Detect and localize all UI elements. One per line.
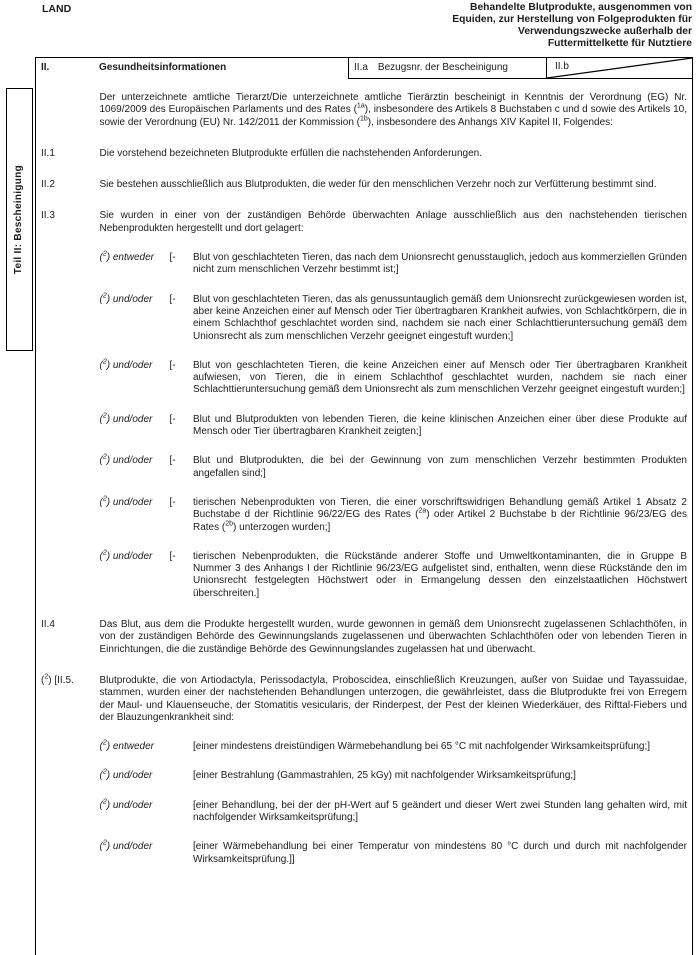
clause-bracket-marker: [170, 841, 194, 866]
clause-option-label: ($^2$) und/oder: [99, 549, 153, 562]
section-title: Gesundheitsinformationen: [99, 62, 227, 74]
certificate-body: [36, 92, 692, 866]
clause-text: [einer Behandlung, bei der der pH-Wert auf 5 geändert und dieser Wert zwei Stunden lang gehalten wird, mit nachfolgender Wirksamkeitsprüfung;]: [193, 799, 687, 823]
section-number: II.: [41, 62, 50, 74]
clause-bracket-marker: [170, 800, 194, 825]
clause-text: Blut von geschlachteten Tieren, das als genussuntauglich gemäß dem Unionsrecht zurückgewiesen worden ist, aber keine Anzeichen einer auf Mensch oder Tier übertragbaren Krankheit aufwies, von Schlachtkörpern, die in einem Schlachthof geschlachtet worden sind, nachdem sie nach einer Schlachttieruntersuchung gemäß dem Unionsrecht als zum menschlichen Verzehr geeignet eingestuft wurden;]: [193, 293, 687, 342]
item-number: II.1: [41, 147, 55, 159]
item-body: [100, 210, 688, 600]
clause-row: [100, 551, 688, 600]
table-header-row: [36, 58, 692, 79]
clause-option-label: ($^2$) und/oder: [99, 292, 153, 305]
ref-label: Bezugsnr. der Bescheinigung: [377, 61, 508, 73]
item-body: [100, 179, 688, 191]
clause-text: Blut und Blutprodukten, die bei der Gewinnung von zum menschlichen Verzehr bestimmten Produkten angefallen sind;]: [193, 455, 687, 479]
clause-bracket-marker: [-: [169, 413, 176, 425]
clause-row: [100, 414, 688, 439]
item-body: [100, 675, 688, 866]
clause-option-label: ($^2$) und/oder: [99, 495, 153, 508]
country-label: LAND: [42, 3, 72, 15]
header-cell-local-reference: [546, 58, 692, 79]
clause-option-label: ($^2$) und/oder: [99, 412, 153, 425]
clause-option-label: ($^2$) und/oder: [99, 839, 153, 853]
clause-row: [100, 294, 688, 343]
clause-text: [einer Bestrahlung (Gammastrahlen, 25 kGy) mit nachfolgender Wirksamkeitsprüfung;]: [193, 770, 576, 782]
part-ii-label: Teil II: Bescheinigung: [13, 164, 25, 275]
document-title-line: Verwendungszwecke außerhalb der: [518, 26, 692, 37]
local-ref-number: II.b: [555, 61, 569, 72]
item-text: Das Blut, aus dem die Produkte hergestellt wurden, wurde gewonnen in gemäß dem Unionsrecht zugelassenen Schlachthöfen, in von der zuständigen Behörde des Gewinnungslands zugelassenen und überwachten Schlachthöfen oder von lebenden Tieren in Einrichtungen, die die zuständige Behörde des Gewinnungslandes zugelassen hat und überwacht.: [99, 619, 687, 655]
clause-text: Blut von geschlachteten Tieren, das nach dem Unionsrecht genusstauglich, jedoch aus kommerziellen Gründen nicht zum menschlichen Verzehr bestimmt ist;]: [193, 252, 687, 276]
clause-text: tierischen Nebenprodukten von Tieren, die einer vorschriftswidrigen Behandlung gemäß Artikel 1 Absatz 2 Buchstabe d der Richtlinie 96/22/EG des Rates ($^{2a}$) oder Artikel 2 Buchstabe b der Richtlinie 96/23/EG des Rates ($^{2b}$) unterzogen wurden;]: [193, 496, 687, 533]
clause-row: [100, 770, 688, 782]
header-cell-health-information: [36, 58, 348, 79]
clause-option-label: ($^2$) und/oder: [99, 358, 153, 371]
certificate-item: [41, 675, 687, 866]
clause-text: tierischen Nebenprodukten, die Rückstände anderer Stoffe und Umweltkontaminanten, die in Gruppe B Nummer 3 des Anhangs I der Richtlinie 96/23/EG aufgelistet sind, enthalten, wenn diese Rückstände den im Unionsrecht festgelegten Höchstwert oder in Ermangelung dessen den einzelstaatlichen Höchstwert überschreiten.]: [193, 550, 687, 599]
clause-row: [100, 252, 688, 277]
document-title-line: Futtermittelkette für Nutztiere: [547, 38, 692, 49]
certificate-item: [41, 148, 687, 160]
item-text: Sie bestehen ausschließlich aus Blutprodukten, die weder für den menschlichen Verzehr noch zur Verfütterung bestimmt sind.: [99, 179, 657, 191]
clause-bracket-marker: [-: [169, 455, 176, 467]
clause-row: [100, 741, 688, 753]
clause-row: [100, 800, 688, 825]
clause-row: [100, 455, 688, 480]
item-text: Blutprodukte, die von Artiodactyla, Perissodactyla, Proboscidea, einschließlich Kreuzungen, außer von Suidae und Tayassuidae, stammen, wurden einer der nachstehenden Behandlungen unterzogen, die gewährleistet, dass die Blutprodukte frei von Erregern der Maul- und Klauenseuche, der Stomatitis vesicularis, der Rinderpest, der Pest der kleinen Wiederkäuer, des Rifttal-Fiebers und der Blauzungenkrankheit sind:: [99, 674, 687, 723]
clause-option-label: ($^2$) entweder: [99, 250, 154, 264]
clause-bracket-marker: [-: [169, 550, 176, 562]
clause-bracket-marker: [-: [169, 293, 176, 305]
clause-option-label: ($^2$) entweder: [99, 739, 154, 753]
item-text: Die vorstehend bezeichneten Blutprodukte erfüllen die nachstehenden Anforderungen.: [99, 147, 482, 159]
clause-bracket-marker: [170, 770, 194, 782]
certificate-table: [35, 57, 693, 955]
item-body: [100, 148, 688, 160]
clause-text: Blut von geschlachteten Tieren, die keine Anzeichen einer auf Mensch oder Tier übertragbaren Krankheit aufwiesen, von Tieren, die in einem Schlachthof geschlachtet wurden, nachdem sie nach einer Schlachttieruntersuchung gemäß dem Unionsrecht als zum menschlichen Verzehr geeignet eingestuft wurden;]: [193, 359, 687, 396]
clause-option-label: ($^2$) und/oder: [99, 769, 153, 782]
certificate-item: [41, 619, 687, 656]
clause-bracket-marker: [170, 741, 194, 753]
item-text: Sie wurden in einer von der zuständigen Behörde überwachten Anlage ausschließlich aus den nachstehenden tierischen Nebenprodukten hergestellt und dort gelagert:: [99, 210, 687, 234]
clause-text: [einer mindestens dreistündigen Wärmebehandlung bei 65 °C mit nachfolgender Wirksamkeitsprüfung;]: [193, 741, 651, 753]
header-cell-certificate-reference: [348, 58, 546, 79]
certification-items: [41, 148, 687, 866]
ref-number: II.a: [354, 61, 368, 73]
item-body: [100, 619, 688, 656]
item-number: II.3: [41, 210, 55, 222]
item-number: ($^2$) [II.5.: [41, 673, 74, 686]
clause-option-label: ($^2$) und/oder: [99, 454, 153, 467]
item-number: II.4: [41, 619, 55, 631]
item-clauses: [100, 741, 688, 866]
clause-bracket-marker: [-: [169, 496, 176, 508]
clause-bracket-marker: [-: [169, 359, 176, 371]
item-number: II.2: [41, 179, 55, 191]
certificate-item: [41, 210, 687, 600]
clause-option-label: ($^2$) und/oder: [99, 798, 153, 811]
certification-intro: Der unterzeichnete amtliche Tierarzt/Die unterzeichnete amtliche Tierärztin bescheinigt in Kenntnis der Verordnung (EG) Nr. 1069/2009 des Europäischen Parlaments und des Rates ($^{1a}$), insbesondere des Artikels 8 Buchstaben c und d sowie des Artikels 10, sowie der Verordnung (EU) Nr. 142/2011 der Kommission ($^{1b}$), insbesondere des Anhangs XIV Kapitel II, Folgendes:: [99, 92, 687, 128]
clause-row: [100, 841, 688, 866]
clause-text: [einer Wärmebehandlung bei einer Temperatur von mindestens 80 °C durch und durch mit nachfolgender Wirksamkeitsprüfung.]]: [193, 841, 687, 865]
clause-row: [100, 360, 688, 397]
clause-bracket-marker: [-: [169, 252, 176, 264]
clause-row: [100, 497, 688, 534]
part-ii-sidebar: [6, 88, 33, 351]
document-title-line: Equiden, zur Herstellung von Folgeprodukten für: [452, 14, 692, 25]
document-title-line: Behandelte Blutprodukte, ausgenommen von: [470, 2, 692, 13]
clause-text: Blut und Blutprodukten von lebenden Tieren, die keine klinischen Anzeichen einer über diese Produkte auf Mensch oder Tier übertragbaren Krankheit zeigten;]: [193, 413, 687, 438]
item-clauses: [100, 252, 688, 600]
certificate-item: [41, 179, 687, 191]
document-title: [452, 2, 692, 50]
